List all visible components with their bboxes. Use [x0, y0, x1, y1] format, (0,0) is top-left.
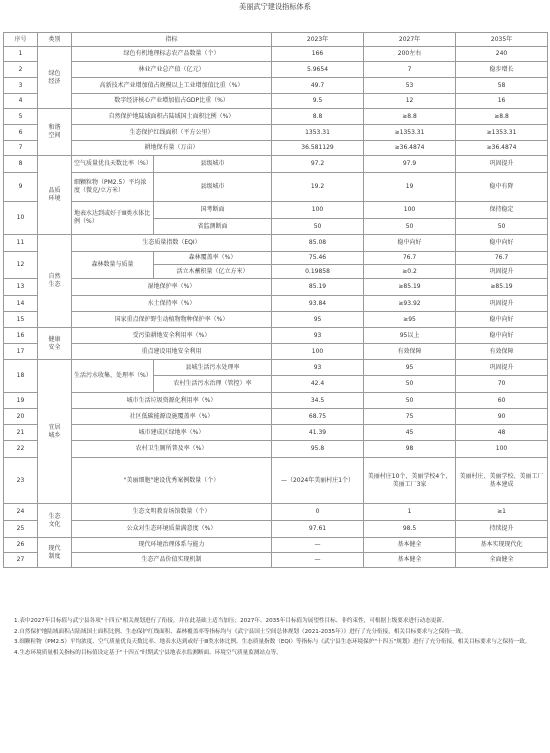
value-2023: 34.5 — [272, 393, 364, 409]
category-label: 现代 制度 — [48, 544, 61, 560]
row-seq: 20 — [4, 409, 38, 425]
indicator-name: 空气质量优良天数比率（%） — [72, 156, 154, 173]
table-row — [4, 279, 548, 296]
value-2035: 70 — [456, 376, 548, 393]
table-header-row — [4, 33, 548, 47]
value-2035: 76.7 — [456, 252, 548, 265]
table-row — [4, 296, 548, 312]
indicator-table — [3, 32, 548, 568]
value-2035: ≥1353.31 — [456, 125, 548, 141]
value-2027: 19 — [364, 173, 456, 202]
indicator-name: 细颗粒物（PM2.5）平均浓度（微克/立方米） — [72, 173, 154, 202]
table-row — [4, 553, 548, 568]
row-seq: 19 — [4, 393, 38, 409]
row-seq: 2 — [4, 62, 38, 78]
value-2035: 稳中向好 — [456, 235, 548, 252]
value-2027: 45 — [364, 425, 456, 441]
row-seq: 17 — [4, 344, 38, 360]
indicator-name: 社区低碳能源设施覆盖率（%） — [72, 409, 272, 425]
value-2023: 100 — [272, 344, 364, 360]
value-2027: ≥36.4874 — [364, 141, 456, 156]
row-seq: 1 — [4, 47, 38, 62]
value-2023: 1353.31 — [272, 125, 364, 141]
row-seq: 9 — [4, 173, 38, 202]
value-2023: 85.08 — [272, 235, 364, 252]
category-cell — [38, 538, 72, 568]
value-2027: 100 — [364, 202, 456, 219]
row-seq: 18 — [4, 360, 38, 393]
row-seq: 23 — [4, 458, 38, 504]
value-2023: 97.61 — [272, 521, 364, 538]
table-row — [4, 458, 548, 504]
value-2023: 0 — [272, 504, 364, 521]
value-2027: 98.5 — [364, 521, 456, 538]
value-2035: ≥36.4874 — [456, 141, 548, 156]
row-seq: 14 — [4, 296, 38, 312]
table-row — [4, 156, 548, 173]
table-row — [4, 538, 548, 553]
document-title: 美丽武宁建设指标体系 — [239, 2, 311, 11]
row-seq: 15 — [4, 312, 38, 328]
value-2035: 基本实现现代化 — [456, 538, 548, 553]
value-2035: 48 — [456, 425, 548, 441]
value-2023: 93 — [272, 328, 364, 344]
category-cell — [38, 235, 72, 328]
row-seq: 16 — [4, 328, 38, 344]
value-2035: 稳中有降 — [456, 173, 548, 202]
indicator-name: 林业产业总产值（亿元） — [72, 62, 272, 78]
row-seq: 27 — [4, 553, 38, 568]
value-2035: 有效保障 — [456, 344, 548, 360]
value-2027: 98 — [364, 441, 456, 458]
value-2027: 稳中向好 — [364, 235, 456, 252]
value-2027: 12 — [364, 94, 456, 109]
category-cell — [38, 504, 72, 538]
indicator-name: 数字经济核心产业增加值占GDP比重（%） — [72, 94, 272, 109]
header-2035: 2035年 — [456, 33, 548, 47]
table-row — [4, 344, 548, 360]
value-2027: 75 — [364, 409, 456, 425]
category-cell — [38, 328, 72, 360]
value-2023: 9.5 — [272, 94, 364, 109]
value-2023: 95 — [272, 312, 364, 328]
indicator-name: 湿地保护率（%） — [72, 279, 272, 296]
value-2027: ≥95 — [364, 312, 456, 328]
value-2027: 7 — [364, 62, 456, 78]
indicator-sub: 县级城市 — [154, 173, 272, 202]
table-row — [4, 94, 548, 109]
table-row — [4, 78, 548, 94]
row-seq: 26 — [4, 538, 38, 553]
row-seq: 3 — [4, 78, 38, 94]
indicator-name: 城市建成区绿地率（%） — [72, 425, 272, 441]
value-2023: 8.8 — [272, 109, 364, 125]
indicator-sub: 县城生活污水处理率 — [154, 360, 272, 376]
value-2023: —（2024年美丽村庄1个） — [272, 458, 364, 504]
value-2023: 93.84 — [272, 296, 364, 312]
value-2035: 50 — [456, 219, 548, 235]
indicator-name: 生态文明教育场馆数量（个） — [72, 504, 272, 521]
row-seq: 10 — [4, 202, 38, 235]
table-row — [4, 328, 548, 344]
value-2023: 97.2 — [272, 156, 364, 173]
value-2023: 166 — [272, 47, 364, 62]
indicator-name: 森林数量与质量 — [72, 252, 154, 279]
indicator-name: 国家重点保护野生动植物物种保护率（%） — [72, 312, 272, 328]
category-label: 生态 文化 — [48, 512, 61, 528]
indicator-sub: 森林覆盖率（%） — [154, 252, 272, 265]
table-row — [4, 312, 548, 328]
header-2023: 2023年 — [272, 33, 364, 47]
value-2035: 稳中向好 — [456, 312, 548, 328]
value-2035: 240 — [456, 47, 548, 62]
value-2035: ≥8.8 — [456, 109, 548, 125]
category-label: 健康 安全 — [48, 335, 61, 351]
indicator-name: 地表水达到或好于Ⅲ类水体比例（%） — [72, 202, 154, 235]
table-notes — [4, 617, 546, 660]
value-2023: 36.581129 — [272, 141, 364, 156]
indicator-name: 生态质量指数（EQI） — [72, 235, 272, 252]
row-seq: 4 — [4, 94, 38, 109]
value-2035: 58 — [456, 78, 548, 94]
category-cell — [38, 360, 72, 504]
value-2035: 巩固提升 — [456, 296, 548, 312]
indicator-sub: 国考断面 — [154, 202, 272, 219]
table-row — [4, 441, 548, 458]
row-seq: 12 — [4, 252, 38, 279]
value-2027: 基本健全 — [364, 538, 456, 553]
value-2035: 全面健全 — [456, 553, 548, 568]
indicator-sub: 农村生活污水治理（管控）率 — [154, 376, 272, 393]
indicator-name: 生态保护红线面积（平方公里） — [72, 125, 272, 141]
value-2035: ≥85.19 — [456, 279, 548, 296]
indicator-name: 受污染耕地安全利用率（%） — [72, 328, 272, 344]
table-row — [4, 47, 548, 62]
category-label: 宜居 城乡 — [48, 423, 61, 439]
table-row — [4, 252, 548, 265]
value-2027: 1 — [364, 504, 456, 521]
value-2023: 19.2 — [272, 173, 364, 202]
value-2023: 85.19 — [272, 279, 364, 296]
table-row — [4, 173, 548, 202]
indicator-name: 耕地保有量（万亩） — [72, 141, 272, 156]
value-2027: 95 — [364, 360, 456, 376]
row-seq: 24 — [4, 504, 38, 521]
indicator-name: 城市生活垃圾资源化利用率（%） — [72, 393, 272, 409]
row-seq: 11 — [4, 235, 38, 252]
value-2023: 49.7 — [272, 78, 364, 94]
category-label: 品质 环境 — [48, 187, 61, 202]
category-label: 绿色 经济 — [48, 69, 61, 85]
value-2023: 93 — [272, 360, 364, 376]
indicator-name: 生态产品价值实现机制 — [72, 553, 272, 568]
row-seq: 21 — [4, 425, 38, 441]
value-2027: ≥0.2 — [364, 265, 456, 279]
value-2023: — — [272, 553, 364, 568]
value-2027: 95以上 — [364, 328, 456, 344]
indicator-name: 高新技术产业增加值占规模以上工业增加值比重（%） — [72, 78, 272, 94]
indicator-sub: 活立木蓄积量（亿立方米） — [154, 265, 272, 279]
value-2027: 基本健全 — [364, 553, 456, 568]
value-2023: 100 — [272, 202, 364, 219]
indicator-name: 公众对生态环境质量满意度（%） — [72, 521, 272, 538]
table-row — [4, 504, 548, 521]
value-2035: 90 — [456, 409, 548, 425]
value-2023: 75.46 — [272, 252, 364, 265]
row-seq: 5 — [4, 109, 38, 125]
value-2035: ≥1 — [456, 504, 548, 521]
indicator-name: 农村卫生厕所普及率（%） — [72, 441, 272, 458]
value-2035: 美丽村庄、美丽学校、美丽工厂基本建成 — [456, 458, 548, 504]
value-2023: 41.39 — [272, 425, 364, 441]
note-4: 4.生态环境质量相关指标的目标值设定基于"十四五"时期武宁县地表水监测断面、环境空气质量监测站点等。 — [14, 649, 282, 656]
category-cell — [38, 47, 72, 109]
value-2035: 巩固提升 — [456, 360, 548, 376]
table-row — [4, 360, 548, 376]
header-2027: 2027年 — [364, 33, 456, 47]
value-2035: 稳中向好 — [456, 328, 548, 344]
value-2035: 巩固提升 — [456, 265, 548, 279]
table-row — [4, 521, 548, 538]
indicator-name: 重点建设用地安全利用 — [72, 344, 272, 360]
note-1: 1.表中2027年目标值与武宁县各项"十四五"相关规划进行了衔接，并在此基础上适当加压；2027年、2035年目标值为展望性目标、非约束性，可根据上级要求进行动态更新。 — [14, 618, 448, 624]
value-2035: 60 — [456, 393, 548, 409]
row-seq: 25 — [4, 521, 38, 538]
indicator-name: 生活污水收集、处理率（%） — [72, 360, 154, 393]
table-row — [4, 125, 548, 141]
value-2035: 保持稳定 — [456, 202, 548, 219]
value-2027: 200左右 — [364, 47, 456, 62]
value-2027: 50 — [364, 393, 456, 409]
value-2035: 稳步增长 — [456, 62, 548, 78]
header-indicator: 指标 — [72, 33, 272, 47]
row-seq: 8 — [4, 156, 38, 173]
category-cell — [38, 156, 72, 235]
indicator-name: "美丽细胞"建设优秀案例数量（个） — [72, 458, 272, 504]
value-2027: 美丽村庄10个、美丽学校4个、美丽工厂3家 — [364, 458, 456, 504]
value-2035: 16 — [456, 94, 548, 109]
value-2035: 100 — [456, 441, 548, 458]
table-row — [4, 235, 548, 252]
table-row — [4, 425, 548, 441]
indicator-name: 现代环境治理体系与能力 — [72, 538, 272, 553]
indicator-sub: 县级城市 — [154, 156, 272, 173]
value-2023: 95.8 — [272, 441, 364, 458]
value-2023: 42.4 — [272, 376, 364, 393]
indicator-name: 绿色有机地理标志农产品数量（个） — [72, 47, 272, 62]
value-2027: 97.9 — [364, 156, 456, 173]
value-2023: 0.19858 — [272, 265, 364, 279]
value-2023: 5.9654 — [272, 62, 364, 78]
indicator-name: 自然保护地陆域面积占陆域国土面积比例（%） — [72, 109, 272, 125]
value-2023: 50 — [272, 219, 364, 235]
header-category: 类别 — [38, 33, 72, 47]
indicator-sub: 省监测断面 — [154, 219, 272, 235]
category-cell — [38, 109, 72, 156]
value-2027: 50 — [364, 376, 456, 393]
value-2027: ≥93.92 — [364, 296, 456, 312]
table-row — [4, 109, 548, 125]
indicator-name: 水土保持率（%） — [72, 296, 272, 312]
note-2: 2.自然保护地陆域面积占陆域国土面积比例、生态保护红线面积、森林覆盖率等指标均与《武宁县国土空间总体规划（2021-2035年）》进行了充分衔接，相关目标要求与之保持一致。 — [14, 628, 467, 635]
value-2027: ≥8.8 — [364, 109, 456, 125]
category-label: 和谐 空间 — [48, 124, 61, 139]
table-row — [4, 409, 548, 425]
category-label: 自然 生态 — [48, 273, 61, 288]
value-2027: 有效保障 — [364, 344, 456, 360]
value-2027: 50 — [364, 219, 456, 235]
value-2023: — — [272, 538, 364, 553]
value-2035: 巩固提升 — [456, 156, 548, 173]
table-row — [4, 141, 548, 156]
value-2027: ≥1353.31 — [364, 125, 456, 141]
row-seq: 6 — [4, 125, 38, 141]
value-2027: 53 — [364, 78, 456, 94]
value-2023: 68.75 — [272, 409, 364, 425]
table-row — [4, 393, 548, 409]
value-2027: ≥85.19 — [364, 279, 456, 296]
table-row — [4, 62, 548, 78]
row-seq: 13 — [4, 279, 38, 296]
row-seq: 7 — [4, 141, 38, 156]
table-row — [4, 202, 548, 219]
row-seq: 22 — [4, 441, 38, 458]
value-2027: 76.7 — [364, 252, 456, 265]
note-3: 3.细颗粒物（PM2.5）平均浓度、空气质量优良天数比率、地表水达到或好于Ⅲ类水体比例、生态质量指数（EQI）等指标与《武宁县生态环境保护"十四五"规划》进行了充分衔接，相关目标要求与之保持一致。 — [14, 639, 531, 646]
value-2035: 持续提升 — [456, 521, 548, 538]
header-seq: 序号 — [4, 33, 38, 47]
